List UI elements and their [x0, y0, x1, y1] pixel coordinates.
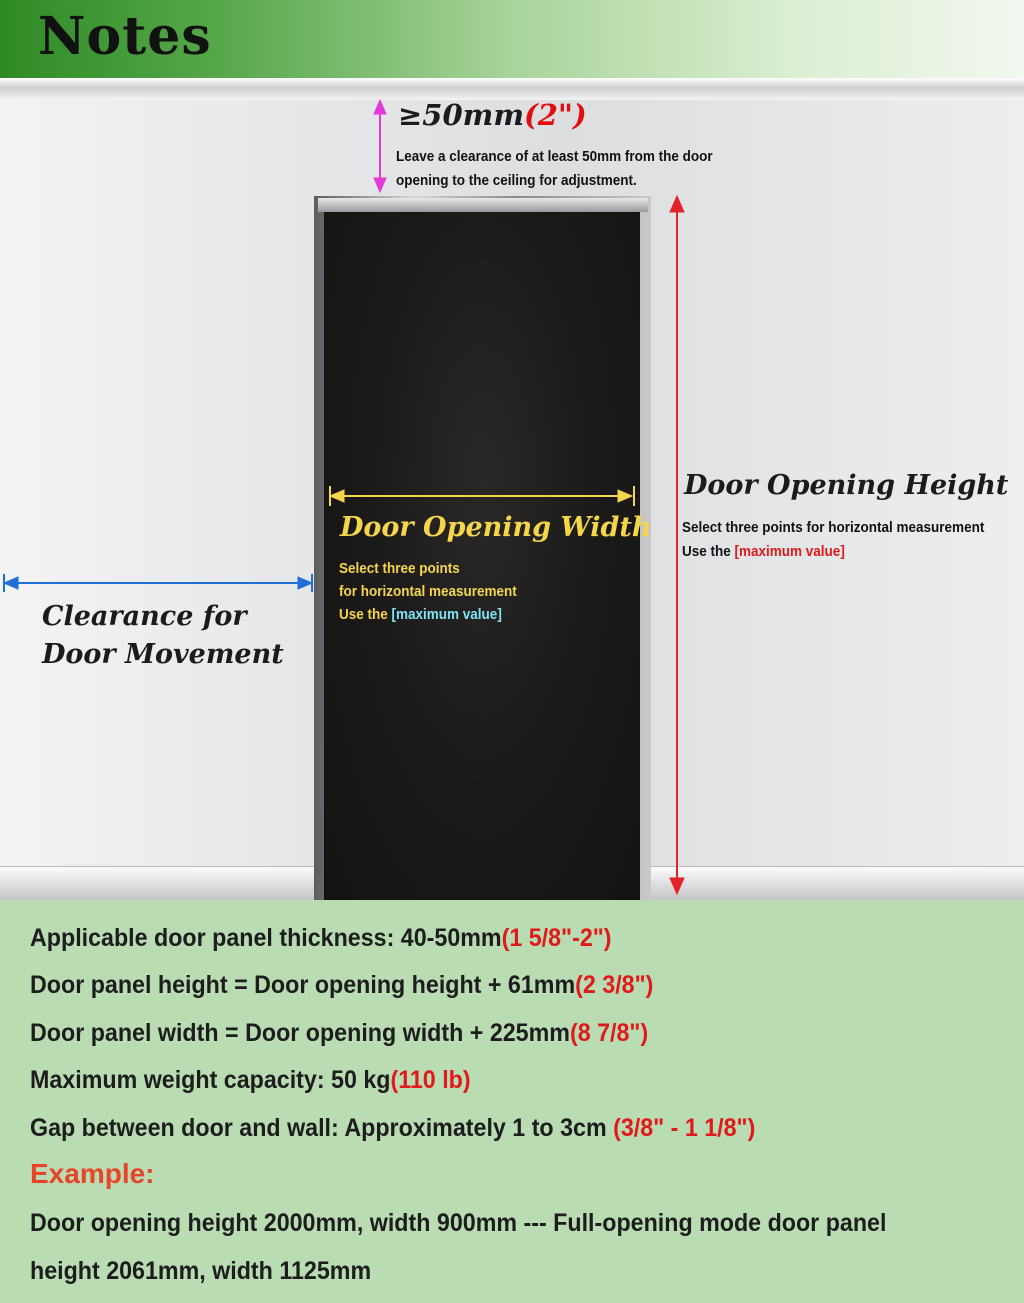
example-heading: Example:	[30, 1158, 155, 1189]
top-clearance-arrow	[374, 100, 386, 192]
spec-line-panel-width: Door panel width = Door opening width + 225mm(8 7/8")	[30, 1019, 649, 1047]
width-label-instructions: Select three points for horizontal measurement Use the [maximum value]	[339, 560, 517, 623]
spec-line-thickness: Applicable door panel thickness: 40-50mm(1 5/8"-2")	[30, 924, 612, 952]
width-arrow	[330, 486, 634, 506]
top-clearance-description: Leave a clearance of at least 50mm from the door opening to the ceiling for adjustment.	[396, 148, 713, 189]
example-line-1: Door opening height 2000mm, width 900mm --- Full-opening mode door panel	[30, 1209, 887, 1237]
example-line-2: height 2061mm, width 1125mm	[30, 1257, 372, 1285]
spec-line-weight: Maximum weight capacity: 50 kg(110 lb)	[30, 1066, 471, 1094]
page-title: Notes	[38, 6, 212, 67]
specs-panel	[0, 900, 1024, 1303]
top-clearance-value: ≥50mm(2")	[398, 98, 587, 132]
height-label-instructions: Select three points for horizontal measurement Use the [maximum value]	[682, 519, 985, 560]
height-label-title: Door Opening Height	[684, 470, 1009, 501]
clearance-arrow	[4, 574, 312, 592]
clearance-label: Clearance for Door Movement	[42, 601, 284, 670]
spec-line-panel-height: Door panel height = Door opening height + 61mm(2 3/8")	[30, 971, 654, 999]
width-label-title: Door Opening Width	[340, 512, 652, 543]
spec-line-gap: Gap between door and wall: Approximately 1 to 3cm (3/8" - 1 1/8")	[30, 1114, 756, 1142]
